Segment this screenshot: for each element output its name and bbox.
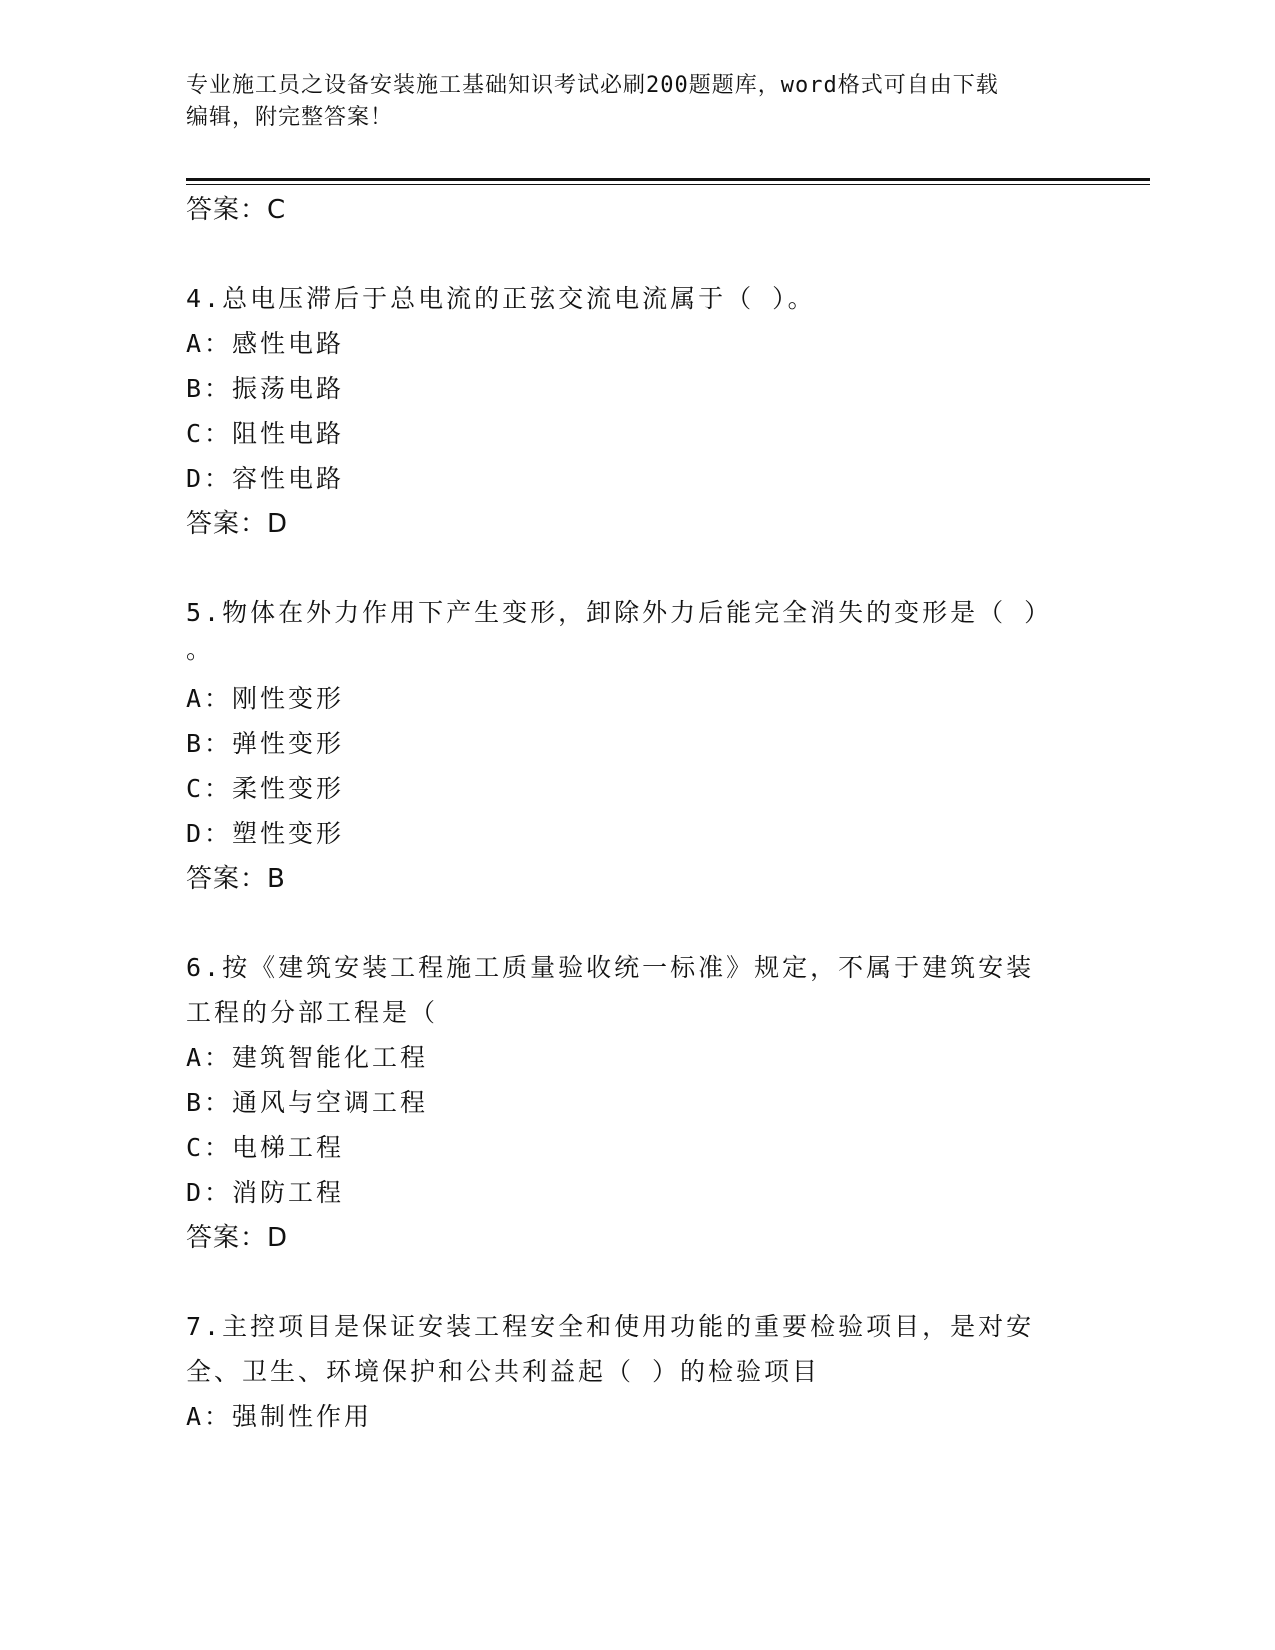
question-stem: 7.主控项目是保证安装工程安全和使用功能的重要检验项目，是对安	[186, 1312, 1035, 1341]
option-d: D：容性电路	[186, 464, 345, 493]
spacer	[186, 1261, 1086, 1304]
question-stem: 6.按《建筑安装工程施工质量验收统一标准》规定，不属于建筑安装	[186, 953, 1035, 982]
header-divider-thin	[186, 184, 1150, 185]
spacer	[186, 902, 1086, 945]
option-d: D：塑性变形	[186, 819, 345, 848]
question-5	[186, 590, 1086, 902]
option-a: A：感性电路	[186, 329, 345, 358]
question-stem-continued: 。	[186, 635, 215, 664]
option-c: C：电梯工程	[186, 1133, 345, 1162]
answer: 答案：B	[186, 864, 286, 894]
question-6	[186, 945, 1086, 1261]
option-a: A：刚性变形	[186, 684, 345, 713]
document-header	[186, 70, 1066, 134]
option-b: B：振荡电路	[186, 374, 345, 403]
option-c: C：阻性电路	[186, 419, 345, 448]
option-a: A：强制性作用	[186, 1402, 373, 1431]
option-d: D：消防工程	[186, 1178, 345, 1207]
header-line-2: 编辑，附完整答案！	[186, 105, 394, 130]
option-b: B：弹性变形	[186, 729, 345, 758]
option-c: C：柔性变形	[186, 774, 345, 803]
question-7	[186, 1304, 1086, 1439]
header-line-1: 专业施工员之设备安装施工基础知识考试必刷200题题库，word格式可自由下载	[186, 73, 999, 98]
answer: 答案：D	[186, 1223, 289, 1253]
question-4	[186, 276, 1086, 547]
option-b: B：通风与空调工程	[186, 1088, 429, 1117]
question-stem: 4.总电压滞后于总电流的正弦交流电流属于（ ）。	[186, 284, 816, 313]
answer: 答案：D	[186, 509, 289, 539]
header-divider-thick	[186, 178, 1150, 181]
option-a: A：建筑智能化工程	[186, 1043, 429, 1072]
answer-3: 答案：C	[186, 195, 287, 225]
question-list	[186, 187, 1086, 1439]
spacer	[186, 547, 1086, 590]
spacer	[186, 233, 1086, 276]
question-stem-continued: 全、卫生、环境保护和公共利益起（ ）的检验项目	[186, 1357, 821, 1386]
question-stem-continued: 工程的分部工程是（	[186, 998, 439, 1027]
question-stem: 5.物体在外力作用下产生变形，卸除外力后能完全消失的变形是（ ）	[186, 598, 1053, 627]
